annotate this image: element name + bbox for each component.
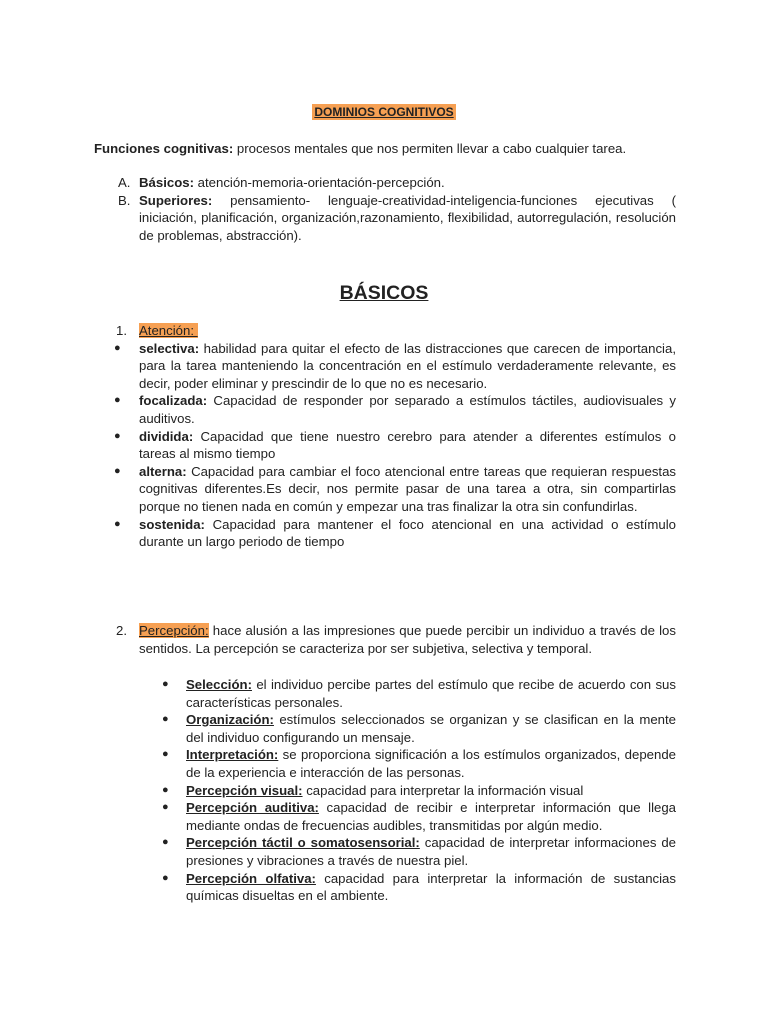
section-heading: BÁSICOS bbox=[339, 282, 429, 304]
bullet-icon: ● bbox=[114, 394, 121, 407]
numbered-heading bbox=[94, 622, 676, 657]
list-item bbox=[94, 516, 676, 551]
list-item-text bbox=[186, 834, 676, 869]
list-item bbox=[94, 340, 676, 393]
bullet-icon: ● bbox=[162, 713, 169, 726]
list-item bbox=[94, 428, 676, 463]
numbered-heading bbox=[94, 322, 676, 340]
intro-paragraph bbox=[94, 140, 694, 158]
list-item bbox=[140, 799, 676, 834]
attention-section bbox=[94, 322, 676, 551]
intro-text: procesos mentales que nos permiten llevar a cabo cualquier tarea. bbox=[233, 141, 627, 156]
list-item-body: Capacidad que tiene nuestro cerebro para atender a diferentes estímulos o tareas al mismo tiempo bbox=[139, 428, 676, 462]
list-item-text bbox=[139, 340, 676, 393]
bullet-icon: ● bbox=[114, 341, 121, 354]
bullet-icon: ● bbox=[162, 801, 169, 814]
list-item-text bbox=[186, 870, 676, 905]
list-item-label: dividida: bbox=[139, 428, 194, 444]
list-item-body: atención-memoria-orientación-percepción. bbox=[193, 175, 445, 190]
list-item-body: capacidad para interpretar la información de sustancias químicas disueltas en el ambiente. bbox=[186, 870, 676, 904]
perception-section bbox=[94, 622, 676, 657]
perception-sublist bbox=[140, 676, 676, 905]
bullet-icon: ● bbox=[162, 871, 169, 884]
list-item-text bbox=[139, 428, 676, 463]
list-item-label: Percepción olfativa: bbox=[186, 870, 316, 886]
list-marker: 2. bbox=[116, 623, 127, 638]
list-item bbox=[140, 782, 676, 800]
category-list bbox=[94, 174, 676, 244]
list-item bbox=[140, 711, 676, 746]
list-item-body: pensamiento- lenguaje-creatividad-inteligencia-funciones ejecutivas ( iniciación, planificación, organización,razonamiento, flexibilidad, autorregulación, resolución de problemas, abstracción). bbox=[139, 192, 676, 243]
bullet-icon: ● bbox=[162, 678, 169, 690]
bullet-icon: ● bbox=[162, 748, 169, 761]
bullet-icon: ● bbox=[114, 464, 121, 477]
list-item bbox=[140, 746, 676, 781]
list-item-label: Básicos: bbox=[139, 175, 194, 190]
list-item-label: Interpretación: bbox=[186, 747, 279, 763]
bullet-icon: ● bbox=[162, 783, 169, 796]
perception-label: Percepción: bbox=[139, 623, 209, 638]
list-item-label: alterna: bbox=[139, 463, 187, 479]
numbered-heading-text bbox=[139, 322, 198, 340]
list-item-text bbox=[186, 782, 676, 800]
list-item-label: focalizada: bbox=[139, 393, 208, 409]
list-item-label: Percepción auditiva: bbox=[186, 800, 319, 816]
list-item-body: se proporciona significación a los estímulos organizados, depende de la experiencia e interacción de las personas. bbox=[186, 747, 676, 780]
bullet-icon: ● bbox=[114, 517, 121, 530]
list-item-label: Percepción visual: bbox=[186, 782, 303, 798]
document-title bbox=[0, 104, 768, 122]
bullet-icon: ● bbox=[162, 836, 169, 849]
list-item-text bbox=[139, 192, 676, 245]
list-item-body: capacidad para interpretar la información visual bbox=[302, 782, 584, 798]
list-item-text bbox=[186, 676, 676, 711]
list-item-text bbox=[139, 463, 676, 516]
list-marker: B. bbox=[118, 192, 131, 208]
list-item bbox=[94, 192, 676, 245]
list-item-body: Capacidad de responder por separado a estímulos táctiles, audiovisuales y auditivos. bbox=[139, 393, 676, 426]
list-item-body: estímulos seleccionados se organizan y se clasifican en la mente del individuo configurando un mensaje. bbox=[186, 712, 676, 745]
list-item-body: Capacidad para mantener el foco atencional en una actividad o estímulo durante un largo periodo de tiempo bbox=[139, 516, 676, 550]
bullet-icon: ● bbox=[114, 429, 121, 442]
list-item bbox=[140, 834, 676, 869]
list-item-label: Organización: bbox=[186, 712, 274, 728]
list-item bbox=[94, 392, 676, 427]
list-item-label: Superiores: bbox=[139, 192, 213, 208]
list-item-label: sostenida: bbox=[139, 516, 205, 532]
list-item bbox=[140, 676, 676, 711]
list-item bbox=[94, 463, 676, 516]
list-item-text bbox=[186, 746, 676, 781]
list-item-text bbox=[139, 174, 676, 192]
list-item-label: selectiva: bbox=[139, 340, 200, 356]
perception-text: hace alusión a las impresiones que puede percibir un individuo a través de los sentidos. La percepción se caracteriza por ser subjetiva, selectiva y temporal. bbox=[139, 623, 676, 656]
numbered-heading-text bbox=[139, 622, 676, 657]
list-item-body: el individuo percibe partes del estímulo que recibe de acuerdo con sus características personales. bbox=[186, 677, 676, 710]
list-item-body: habilidad para quitar el efecto de las distracciones que carecen de importancia, para la tarea manteniendo la concentración en el estímulo verdaderamente relevante, es decir, poder eliminar y prescindir de lo que no es necesario. bbox=[139, 340, 676, 391]
intro-label: Funciones cognitivas: bbox=[94, 141, 234, 156]
list-marker: 1. bbox=[116, 323, 127, 338]
list-item bbox=[140, 870, 676, 905]
list-item-text bbox=[186, 711, 676, 746]
list-item bbox=[94, 174, 676, 192]
list-item-label: Percepción táctil o somatosensorial: bbox=[186, 835, 420, 851]
list-item-body: capacidad de recibir e interpretar información que llega mediante ondas de frecuencias audibles, transmitidas por algún medio. bbox=[186, 800, 676, 833]
list-item-text bbox=[139, 516, 676, 551]
list-item-body: Capacidad para cambiar el foco atencional entre tareas que requieran respuestas cognitivas diferentes.Es decir, nos permite pasar de una tarea a otra, sin compartirlas porque no tienen nada en común y empezar una tras finalizar la otra sin confundirlas. bbox=[139, 463, 676, 514]
list-item-text bbox=[186, 799, 676, 834]
list-item-label: Selección: bbox=[186, 677, 252, 692]
list-item-text bbox=[139, 392, 676, 427]
document-title-text: DOMINIOS COGNITIVOS bbox=[314, 105, 454, 119]
attention-label: Atención: bbox=[139, 323, 194, 338]
list-marker: A. bbox=[118, 175, 131, 190]
list-item-body: capacidad de interpretar informaciones de presiones y vibraciones a través de nuestra piel. bbox=[186, 835, 676, 868]
